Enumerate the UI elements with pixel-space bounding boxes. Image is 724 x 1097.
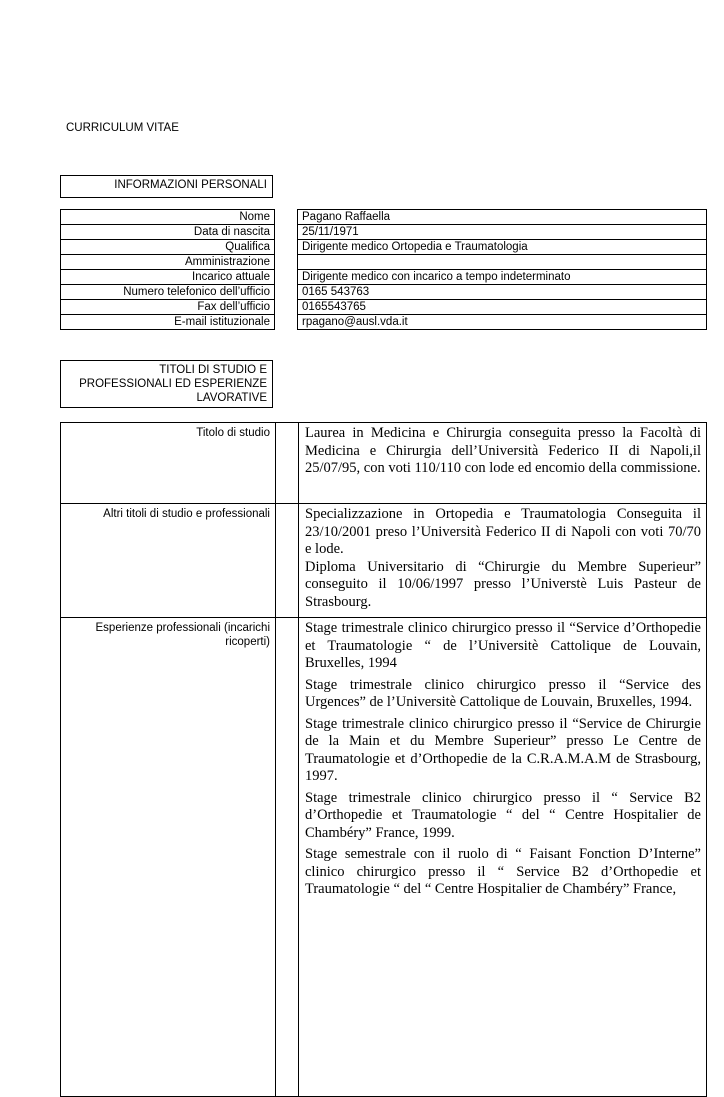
study-label: Titolo di studio <box>61 423 276 504</box>
field-value: Dirigente medico con incarico a tempo indeterminato <box>298 270 707 285</box>
field-value: 25/11/1971 <box>298 225 707 240</box>
document-title: CURRICULUM VITAE <box>66 122 179 134</box>
field-value: rpagano@ausl.vda.it <box>298 315 707 330</box>
personal-info-row <box>61 210 707 225</box>
other-title-text: Specializzazione in Ortopedia e Traumatologia Conseguita il 23/10/2001 preso l’Università Federico II di Napoli con voti 70/70 e lode. <box>305 506 701 557</box>
personal-info-row <box>61 285 707 300</box>
personal-info-row <box>61 300 707 315</box>
personal-info-row <box>61 240 707 255</box>
field-value: Dirigente medico Ortopedia e Traumatologia <box>298 240 707 255</box>
field-value: Pagano Raffaella <box>298 210 707 225</box>
study-row <box>61 423 707 504</box>
personal-info-row <box>61 270 707 285</box>
other-title-text: Diploma Universitario di “Chirurgie du Membre Superieur” conseguito il 10/06/1997 presso l’Universtè Luis Pasteur de Strasbourg. <box>305 558 701 610</box>
experience-item: Stage trimestrale clinico chirurgico presso il “ Service B2 d’Orthopedie et Traumatologie “ del “ Centre Hospitalier de Chambéry” France, 1999. <box>305 789 701 841</box>
personal-info-heading: INFORMAZIONI PERSONALI <box>60 175 273 198</box>
study-text: Laurea in Medicina e Chirurgia conseguita presso la Facoltà di Medicina e Chirurgia dell’Università Federico II di Napoli,il 25/07/95, con voti 110/110 con lode ed encomio della commissione. <box>305 425 701 476</box>
field-label: E-mail istituzionale <box>61 315 275 330</box>
field-value: 0165 543763 <box>298 285 707 300</box>
other-titles-row <box>61 504 707 618</box>
experience-item: Stage trimestrale clinico chirurgico presso il “Service des Urgences” de l’Universitè Cattolique de Louvain, Bruxelles, 1994. <box>305 676 701 710</box>
experience-list <box>305 620 701 1090</box>
titles-heading: TITOLI DI STUDIO E PROFESSIONALI ED ESPERIENZE LAVORATIVE <box>60 360 273 408</box>
experience-item: Stage semestrale con il ruolo di “ Faisant Fonction D’Interne” clinico chirurgico presso il “ Service B2 d’Orthopedie et Traumatologie “ del “ Centre Hospitalier de Chambéry” France, <box>305 846 701 897</box>
field-label: Data di nascita <box>61 225 275 240</box>
field-value <box>298 255 707 270</box>
personal-info-row <box>61 315 707 330</box>
field-label: Incarico attuale <box>61 270 275 285</box>
field-label: Nome <box>61 210 275 225</box>
field-value: 0165543765 <box>298 300 707 315</box>
experience-item: Stage trimestrale clinico chirurgico presso il “Service de Chirurgie de la Main et du Membre Superieur” presso Le Centre de Traumatologie et d’Orthopedie de la C.R.A.M.A.M de Strasbourg, 1997. <box>305 715 701 784</box>
field-label: Numero telefonico dell’ufficio <box>61 285 275 300</box>
education-experience-table <box>60 422 707 1097</box>
other-titles-label: Altri titoli di studio e professionali <box>61 504 276 618</box>
experience-item: Stage trimestrale clinico chirurgico presso il “Service d’Orthopedie et Traumatologie “ de l’Universitè Cattolique de Louvain, Bruxelles, 1994 <box>305 620 701 671</box>
field-label: Amministrazione <box>61 255 275 270</box>
personal-info-row <box>61 255 707 270</box>
experience-row <box>61 618 707 1097</box>
field-label: Qualifica <box>61 240 275 255</box>
personal-info-row <box>61 225 707 240</box>
personal-info-table <box>60 209 707 330</box>
experience-label: Esperienze professionali (incarichi ricoperti) <box>61 618 276 1097</box>
field-label: Fax dell’ufficio <box>61 300 275 315</box>
